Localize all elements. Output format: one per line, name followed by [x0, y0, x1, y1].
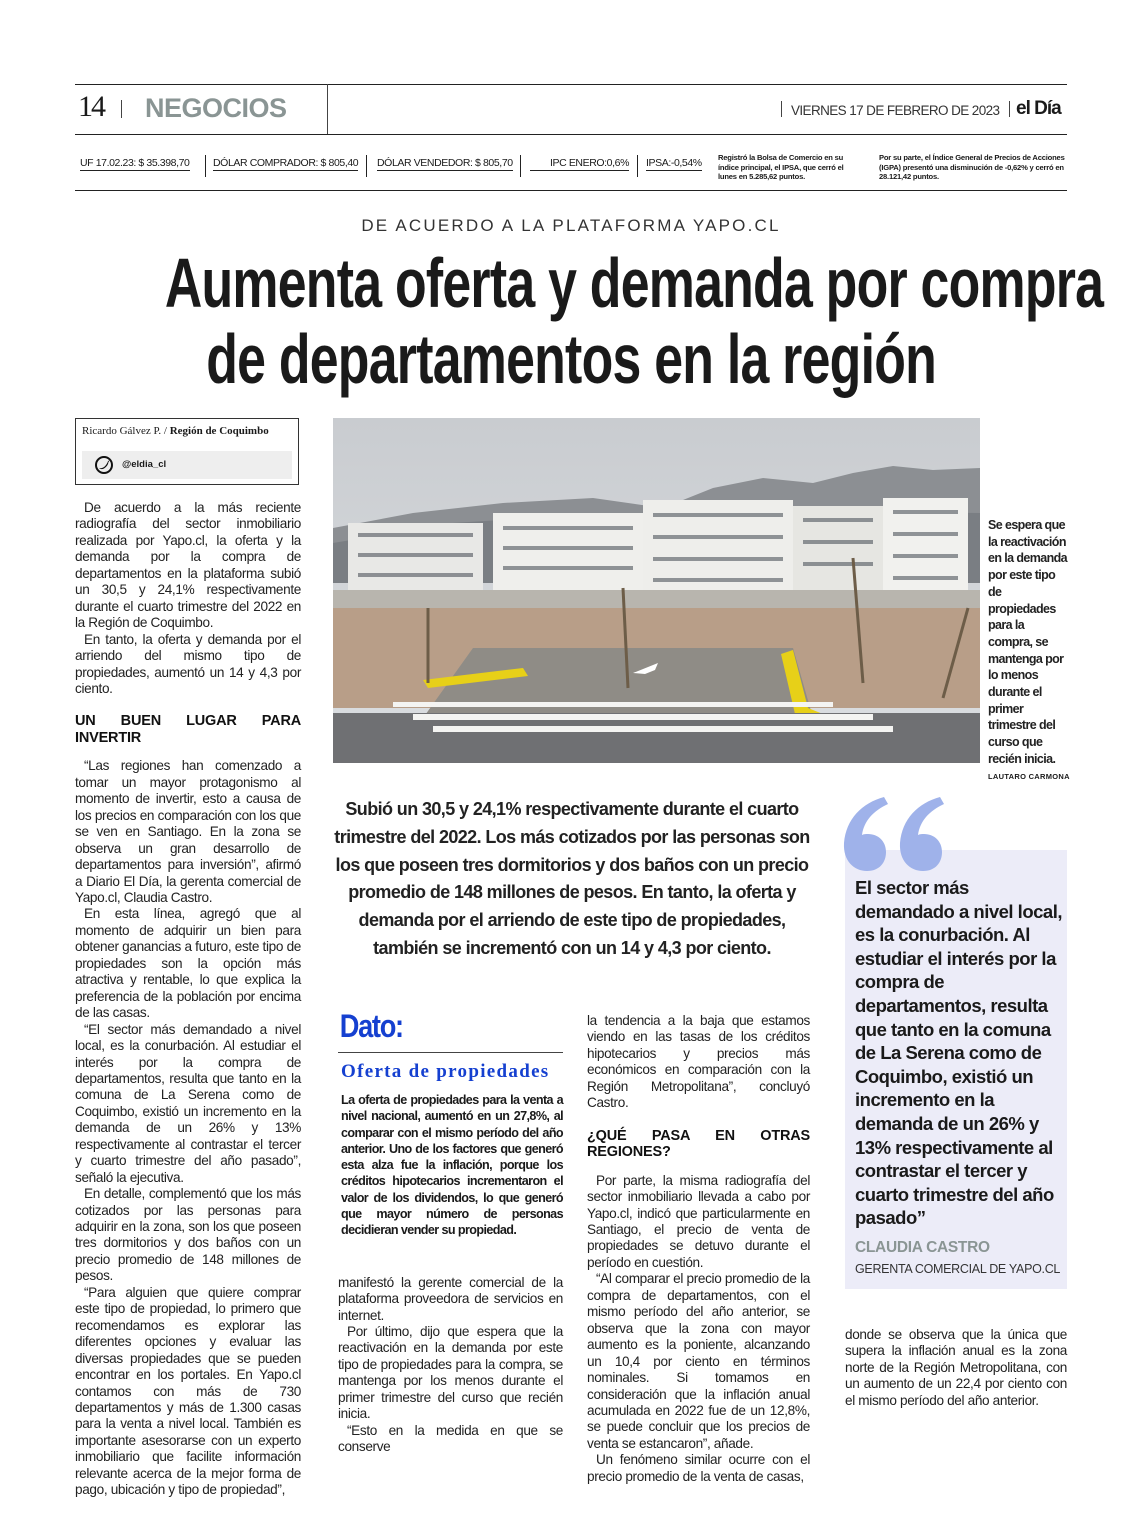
dato-and-column-2 [338, 1007, 563, 1456]
dato-text: La oferta de propiedades para la venta a nivel nacional, aumentó en un 27,8%, al comparar con el mismo período del año anterior. Uno de los factores que generó esta alza fue la inflación, porque los créditos hipotecarios incrementaron el valor de los dividendos, lo que generó que mayor número de personas decidieran vender su propiedad. [341, 1093, 563, 1238]
newspaper-logo: el Día [1016, 98, 1061, 119]
paragraph: “El sector más demandado a nivel local, es la conurbación. Al estudiar el interés por la compra de departamentos, resulta que tanto en la comuna de La Serena como de Coquimbo, existió un incremento en la demanda de un 26% y 13% respectivamente al contrastar el tercer y cuarto trimestre del año pasado”, señaló la ejecutiva. [75, 1021, 301, 1185]
article-photo [333, 418, 980, 763]
byline-author: Ricardo Gálvez P. / [82, 425, 167, 437]
photo-caption-block [988, 517, 1068, 781]
dato-label: Dato: [339, 1008, 403, 1044]
headline-line-1: Aumenta oferta y demanda por compra [164, 244, 1104, 322]
quote-author-role: GERENTA COMERCIAL DE YAPO.CL [855, 1261, 1061, 1276]
paragraph: De acuerdo a la más reciente radiografía del sector inmobiliario realizada por Yapo.cl, la oferta y la demanda por la compra de departamentos en la plataforma subió un 30,5 y 24,1% respectivamente durante el cuarto trimestre del 2022 en la Región de Coquimbo. [75, 500, 301, 631]
paragraph: Por parte, la misma radiografía del sector inmobiliario llevada a cabo por Yapo.cl, indicó que particularmente en Santiago, el precio de venta de propiedades se detuvo durante el período en cuestión. [587, 1172, 810, 1270]
top-rule [75, 84, 1067, 85]
ticker-bottom-rule [75, 190, 1067, 191]
headline [0, 245, 1142, 397]
paragraph: manifestó la gerente comercial de la plataforma proveedora de servicios en internet. [338, 1274, 563, 1323]
paragraph: Por último, dijo que espera que la reactivación en la demanda por este tipo de propiedades para la compra, se mantenga por los menos durante el primer trimestre del curso que recién inicia. [338, 1324, 563, 1422]
pull-quote-box [845, 850, 1067, 1289]
pull-quote-and-column-4 [845, 850, 1067, 1409]
quote-mark-icon [840, 795, 945, 873]
paragraph: “Esto en la medida en que se conserve [338, 1422, 563, 1455]
header-divider [327, 84, 328, 134]
divider [520, 155, 521, 177]
paragraph: “Las regiones han comenzado a tomar un mayor protagonismo al momento de invertir, esto a causa de los precios en comparación con los que se ven en Santiago. En la zona se observa un gran desarrollo de departamentos para inversión”, afirmó a Diario El Día, la gerenta comercial de Yapo.cl, Claudia Castro. [75, 758, 301, 905]
byline [82, 425, 269, 437]
social-bar [82, 451, 292, 479]
paragraph: “Al comparar el precio promedio de la compra de departamentos, con el mismo período del año anterior, se observa que la zona con mayor aumento es la poniente, alcanzando un 10,4 por ciento en términos nominales. Si tomamos en consideración que la inflación anual acumulada en 2022 fue de un 12,8%, se puede concluir que los precios de venta se estancaron”, añade. [587, 1271, 810, 1451]
article-column-4 [845, 1327, 1067, 1409]
twitter-handle[interactable]: @eldia_cl [122, 459, 167, 470]
apartment-buildings-photo [333, 418, 980, 763]
kicker: DE ACUERDO A LA PLATAFORMA YAPO.CL [361, 216, 781, 235]
pull-quote-text: El sector más demandado a nivel local, es la conurbación. Al estudiar el interés por la compra de departamentos, resulta que tanto en la comuna de La Serena como de Coquimbo, existió un incremento en la demanda de un 26% y 13% respectivamente al contrastar el tercer y cuarto trimestre del año pasado” [855, 877, 1062, 1229]
twitter-icon[interactable] [95, 456, 113, 474]
ticker-uf: UF 17.02.23: $ 35.398,70 [80, 157, 190, 169]
page-number: 14 [78, 90, 104, 123]
headline-line-2: de departamentos en la región [206, 320, 936, 398]
subheading: UN BUEN LUGAR PARA INVERTIR [75, 713, 301, 746]
dato-rule [338, 1052, 563, 1053]
section-name: NEGOCIOS [145, 93, 287, 123]
article-column-2 [338, 1275, 563, 1456]
divider [637, 155, 638, 177]
byline-region: Región de Coquimbo [169, 425, 269, 437]
dato-title: Oferta de propiedades [341, 1061, 550, 1082]
issue-date: VIERNES 17 DE FEBRERO DE 2023 [791, 103, 1000, 118]
quote-author: CLAUDIA CASTRO [855, 1238, 990, 1256]
ticker-dolar-vendedor: DÓLAR VENDEDOR: $ 805,70 [377, 157, 513, 169]
ticker-note-igpa: Por su parte, el Índice General de Precios de Acciones (IGPA) presentó una disminución de -0,62% y cerró en 28.121,42 puntos. [879, 153, 1065, 181]
article-column-1 [75, 500, 301, 1499]
divider [366, 155, 367, 177]
divider [1009, 101, 1010, 117]
paragraph: En esta línea, agregó que al momento de adquirir un bien para obtener ganancias a futuro, este tipo de propiedades son la opción más atractiva y rentable, lo que explica la preferencia de la población por encima de las casas. [75, 906, 301, 1021]
divider [781, 101, 782, 117]
paragraph: donde se observa que la única que supera la inflación anual es la zona norte de la Región Metropolitana, con un aumento de un 22,4 por ciento con el mismo período del año anterior. [845, 1326, 1067, 1408]
paragraph: la tendencia a la baja que estamos viendo en las tasas de los créditos hipotecarios y precios más económicos en comparación con la Región Metropolitana”, concluyó Castro. [587, 1013, 810, 1111]
header-bottom-rule [75, 134, 1067, 135]
paragraph: En detalle, complementó que los más cotizados por las personas para adquirir en la zona, son los que poseen tres dormitorios y dos baños con un precio promedio de 148 millones de pesos. [75, 1186, 301, 1284]
ticker-note-ipsa: Registró la Bolsa de Comercio en su índice principal, el IPSA, que cerró el lunes en 5.285,62 puntos. [718, 153, 844, 181]
paragraph: Un fenómeno similar ocurre con el precio promedio de la venta de casas, [587, 1452, 810, 1484]
ticker-ipc: IPC ENERO:0,6% [530, 157, 629, 171]
byline-box [75, 418, 299, 485]
ticker-dolar-comprador: DÓLAR COMPRADOR: $ 805,40 [213, 157, 359, 169]
photo-credit: LAUTARO CARMONA [988, 771, 1070, 781]
article-deck: Subió un 30,5 y 24,1% respectivamente durante el cuarto trimestre del 2022. Los más cotizados por las personas son los que poseen tres dormitorios y dos baños con un precio promedio de 148 millones de pesos. En tanto, la oferta y demanda por el arriendo de este tipo de propiedades, también se incrementó con un 14 y 4,3 por ciento. [334, 799, 810, 958]
article-column-3 [587, 1013, 810, 1485]
divider [205, 155, 206, 177]
paragraph: En tanto, la oferta y demanda por el arriendo del mismo tipo de propiedades, aumentó un 14 y 4,3 por ciento. [75, 631, 301, 696]
paragraph: “Para alguien que quiere comprar este tipo de propiedad, lo primero que recomendamos es explorar las diferentes opciones y evaluar las diversas propiedades que se pueden encontrar en los portales. En Yapo.cl contamos con más de 730 departamentos y más de 1.300 casas para la venta a nivel local. También es importante asesorarse con un experto inmobiliario que facilite información relevante acerca de la mejor forma de pago, ubicación y tipo de propiedad”, [75, 1284, 301, 1498]
ticker-ipsa: IPSA:-0,54% [646, 157, 702, 169]
subheading: ¿QUÉ PASA EN OTRAS REGIONES? [587, 1127, 810, 1161]
divider [121, 100, 122, 118]
photo-caption: Se espera que la reactivación en la demanda por este tipo de propiedades para la compra, se mantenga por lo menos durante el primer trimestre del curso que recién inicia. [988, 518, 1068, 766]
